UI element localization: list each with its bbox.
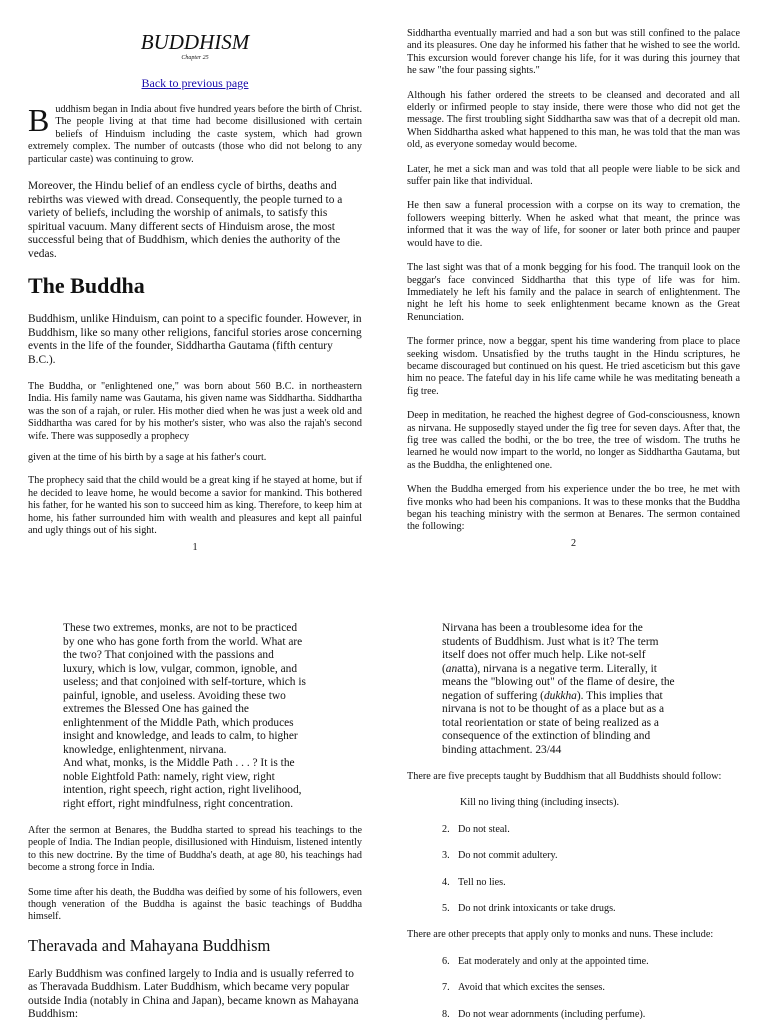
paragraph-deified: Some time after his death, the Buddha was deified by some of his followers, even though veneration of the Buddha is against the basic teachings of Buddha himself. xyxy=(28,886,362,923)
quote-paragraph: These two extremes, monks, are not to be practiced by one who has gone forth from the world. What are the two? That conjoined with the passions and luxury, which is low, vulgar, common, ignoble, and useless; and that conjoined with self-torture, which is painful, ignoble, and useless. Avoiding these two extremes the Blessed One has gained the enlightenment of the Middle Path, which produces insight and knowledge, and leads to calm, to higher knowledge, enlightenment, nirvana. xyxy=(63,622,306,756)
paragraph-moreover: Moreover, the Hindu belief of an endless cycle of births, deaths and rebirths was viewed with dread. Consequently, the people turned to a variety of beliefs, including the worship of animals, to satisfy this spiritual vacuum. Many different sects of Hinduism arose, the most successful being that of Buddhism, which denies the authority of the vedas. xyxy=(28,180,343,260)
back-link[interactable]: Back to previous page xyxy=(141,76,249,90)
page-3 xyxy=(28,622,362,1022)
paragraph-meditation: Deep in meditation, he reached the highest degree of God-consciousness, known as nirvana. He supposedly stayed under the fig tree for seven days. After that, the fig tree was called the bodhi, or the bo tree, the tree of wisdom. The truths he learned he would now impart to the world, no longer as Siddhartha Gautama, but as the Buddha, the enlightened one. xyxy=(407,410,740,471)
intro-paragraph: Buddhism began in India about five hundred years before the birth of Christ. The people living at that time had become disillusioned with certain beliefs of Hinduism including the caste system, which had grown extremely complex. The number of outcasts (those who did not belong to any particular caste) was continuing to grow. xyxy=(28,102,362,165)
precept-item: 4. Tell no lies. xyxy=(442,876,506,888)
page-1 xyxy=(28,30,362,554)
precept-item: 6. Eat moderately and only at the appointed time. xyxy=(442,955,649,967)
paragraph-sick: Later, he met a sick man and was told that all people were liable to be sick and suffer pain like that individual. xyxy=(407,163,740,188)
paragraph-given: given at the time of his birth by a sage at his father's court. xyxy=(28,452,267,464)
precept-item: Kill no living thing (including insects). xyxy=(460,797,620,809)
document-title: BUDDHISM xyxy=(140,30,250,54)
page-2 xyxy=(407,28,740,550)
precepts-intro: There are five precepts taught by Buddhism that all Buddhists should follow: xyxy=(407,771,722,782)
paragraph-monk: The last sight was that of a monk begging for his food. The tranquil look on the beggar's face convinced Siddhartha that this type of life was for him. Immediately he left his family and the palace in search of enlightenment. The night he left his home to seek enlightenment became known as the Great Renunciation. xyxy=(407,262,740,323)
paragraph-enlightened: The Buddha, or "enlightened one," was born about 560 B.C. in northeastern India. His family name was Gautama, his given name was Siddhartha. Siddhartha was the son of a rajah, or ruler. His mother died when he was just a week old and Siddhartha was cared for by his mother's sister, who was also the rajah's second wife. There was supposedly a prophecy xyxy=(28,381,362,442)
drop-cap: B xyxy=(28,102,50,138)
paragraph-beggar: The former prince, now a beggar, spent his time wandering from place to place seeking wisdom. Unsatisfied by the truths taught in the Hindu scriptures, he became discouraged but continued on his quest. He tried asceticism but this gave him no peace. The fateful day in his life came while he was meditating beneath a fig tree. xyxy=(407,336,740,397)
precept-item: 5. Do not drink intoxicants or take drugs. xyxy=(442,903,616,915)
precept-item: 3. Do not commit adultery. xyxy=(442,850,558,862)
precept-item: 8. Do not wear adornments (including perfume). xyxy=(442,1008,646,1020)
page-4 xyxy=(407,622,740,1021)
heading-the-buddha: The Buddha xyxy=(28,273,145,299)
paragraph-funeral: He then saw a funeral procession with a corpse on its way to cremation, the followers weeping bitterly. When he asked what that meant, the prince was informed that it was the way of life, for sooner or later both prince and pauper would have to die. xyxy=(407,200,740,249)
page-number: 2 xyxy=(570,537,577,549)
paragraph-founder: Buddhism, unlike Hinduism, can point to a specific founder. However, in Buddhism, like so many other religions, fanciful stories arose concerning events in the life of the founder, Siddhartha Gautama (fifth century B.C.). xyxy=(28,313,362,366)
sermon-quote xyxy=(28,622,362,811)
quote-paragraph: And what, monks, is the Middle Path . . . ? It is the noble Eightfold Path: namely, right view, right intention, right speech, right action, right livelihood, right effort, right mindfulness, right concentration. xyxy=(63,757,302,810)
precept-item: 7. Avoid that which excites the senses. xyxy=(442,982,605,994)
monk-precepts-intro: There are other precepts that apply only to monks and nuns. These include: xyxy=(407,929,714,941)
paragraph-after-sermon: After the sermon at Benares, the Buddha started to spread his teachings to the people of India. The Indian people, disillusioned with Hinduism, listened intently to this new doctrine. By the time of Buddha's death, at age 80, his teachings had become a strong force in India. xyxy=(28,825,362,874)
heading-theravada-mahayana: Theravada and Mahayana Buddhism xyxy=(28,935,271,955)
page-number: 1 xyxy=(192,541,198,553)
paragraph-father: Although his father ordered the streets to be cleansed and decorated and all elderly or infirmed people to stay inside, there were those who did not get the message. The first troubling sight Siddhartha saw was that of a decrepit old man. When Siddhartha asked what happened to this man, he was told that the man was old, as everyone someday would become. xyxy=(407,89,740,151)
paragraph-prophecy: The prophecy said that the child would be a great king if he stayed at home, but if he decided to leave home, he would become a savior for mankind. This bothered his father, for he wanted his son to succeed him as king. Therefore, to keep him at home, his father surrounded him with wealth and pleasures and kept all painful and ugly things out of his sight. xyxy=(28,475,362,537)
chapter-label: Chapter 25 xyxy=(181,55,209,61)
nirvana-quote: Nirvana has been a troublesome idea for the students of Buddhism. Just what is it? The term itself does not offer much help. Like not-self (anatta), nirvana is a negative term. Literally, it means the "blowing out" of the flame of desire, the negation of suffering (dukkha). This implies that nirvana is not to be thought of as a place but as a total reorientation or state of being realized as a consequence of the extinction of blinding and binding attachment. 23/44 xyxy=(442,622,675,756)
paragraph-early-buddhism: Early Buddhism was confined largely to India and is usually referred to as Theravada Buddhism. Later Buddhism, which became very popular outside India (notably in China and Japan), became known as Mahayana Buddhism: xyxy=(28,967,359,1021)
paragraph-emerged: When the Buddha emerged from his experience under the bo tree, he met with five monks who had been his companions. It was to these monks that the Buddha began his teaching ministry with the sermon at Benares. The sermon contained the following: xyxy=(407,484,740,533)
precept-item: 2. Do not steal. xyxy=(442,823,510,835)
paragraph-married: Siddhartha eventually married and had a son but was still confined to the palace and its pleasures. One day he informed his father that he wished to see the world. This excursion would forever change his life, for it was during this journey that he saw "the four passing sights." xyxy=(407,28,740,77)
